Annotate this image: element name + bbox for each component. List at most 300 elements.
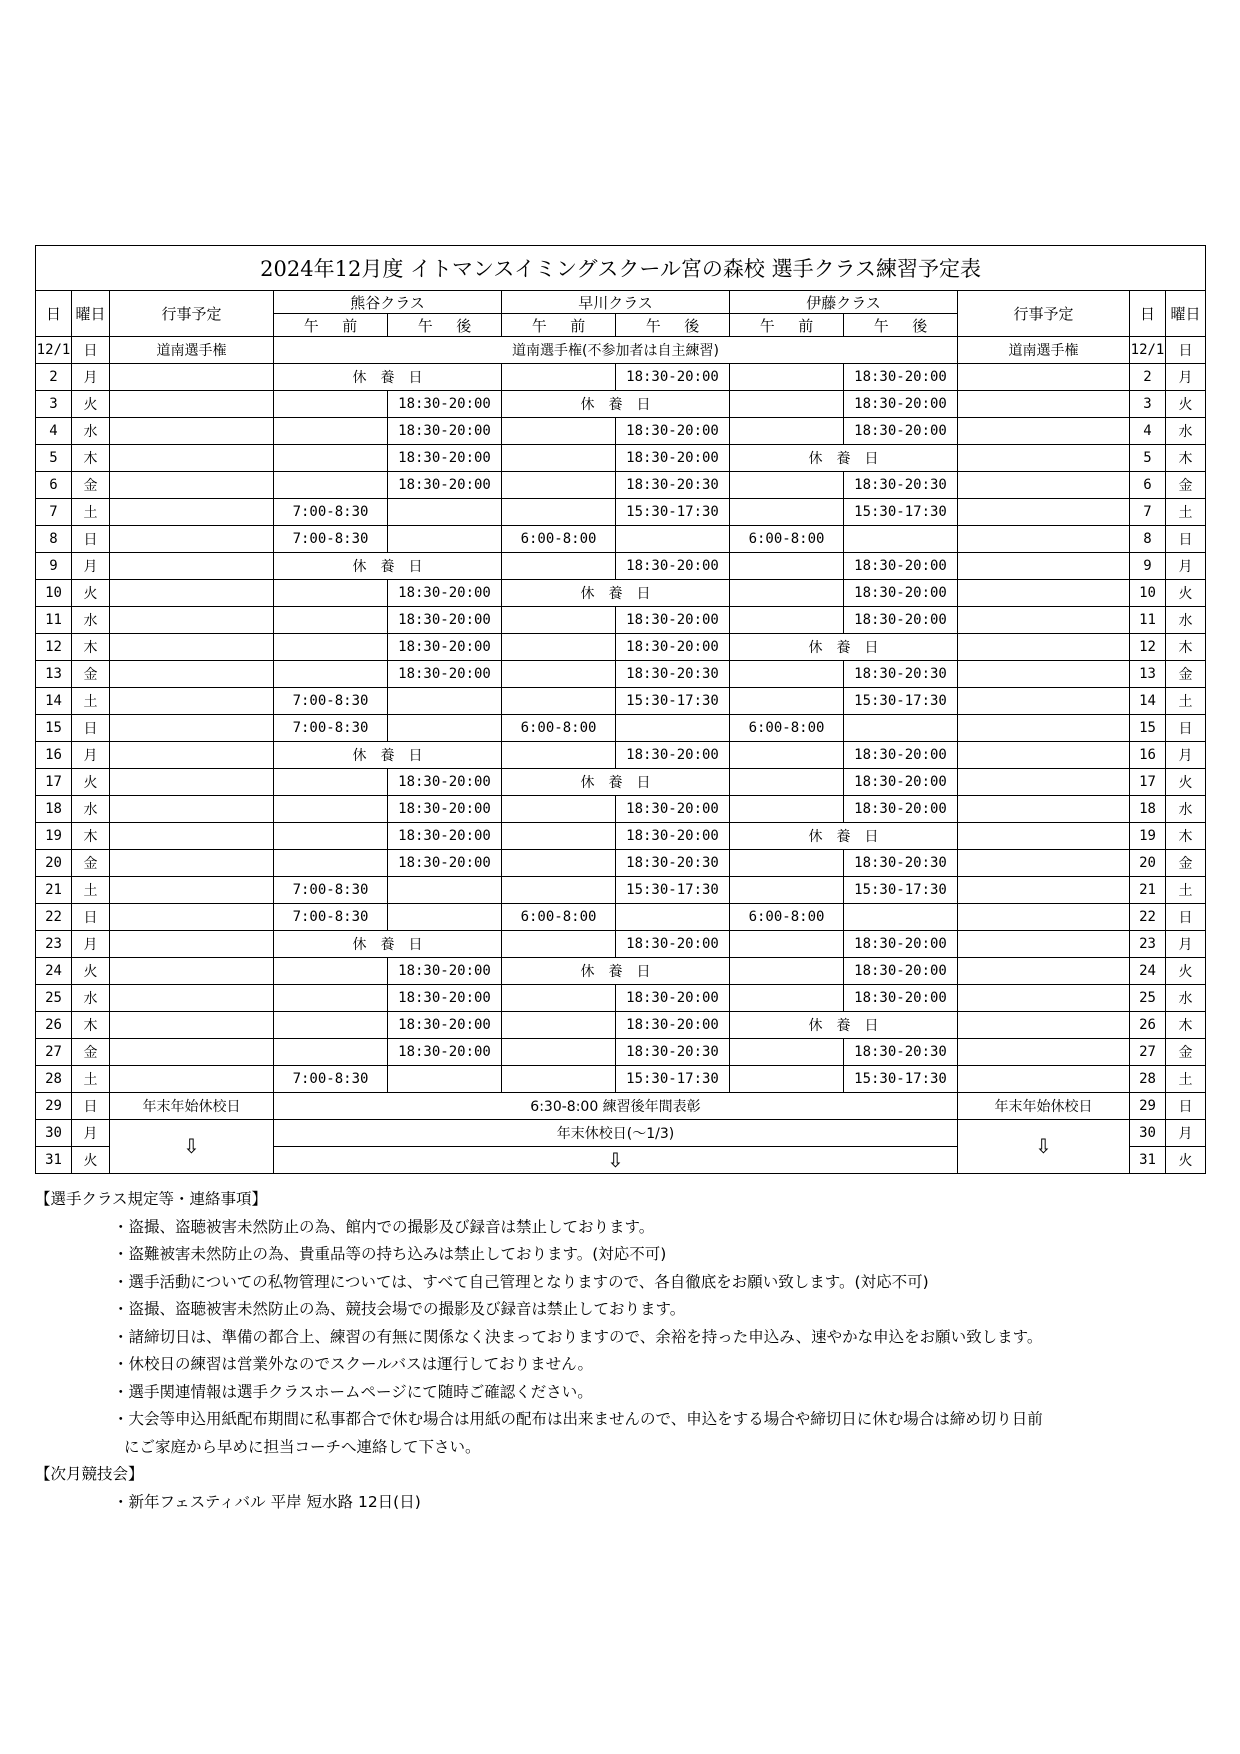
next-meet-list	[35, 1489, 1205, 1517]
time-cell: 18:30-20:00	[388, 769, 502, 796]
time-cell	[388, 1066, 502, 1093]
event-cell	[958, 607, 1130, 634]
next-meet-item: ・新年フェスティバル 平岸 短水路 12日(日)	[113, 1492, 421, 1511]
rest-day-cell: 休 養 日	[274, 364, 502, 391]
time-cell	[502, 931, 616, 958]
time-cell: 18:30-20:00	[844, 958, 958, 985]
weekday-cell: 火	[1166, 391, 1206, 418]
time-cell: 7:00-8:30	[274, 499, 388, 526]
time-cell: 15:30-17:30	[616, 499, 730, 526]
time-cell	[502, 742, 616, 769]
time-cell	[274, 796, 388, 823]
weekday-cell: 金	[1166, 850, 1206, 877]
day-cell: 20	[36, 850, 72, 877]
event-cell	[110, 580, 274, 607]
time-cell: 7:00-8:30	[274, 688, 388, 715]
time-cell: 18:30-20:00	[844, 418, 958, 445]
event-cell	[958, 823, 1130, 850]
time-cell: 15:30-17:30	[844, 1066, 958, 1093]
day-cell: 31	[36, 1147, 72, 1174]
time-cell: 18:30-20:30	[844, 1039, 958, 1066]
day-cell: 17	[1130, 769, 1166, 796]
day-cell: 22	[36, 904, 72, 931]
weekday-cell: 木	[1166, 634, 1206, 661]
event-cell	[958, 931, 1130, 958]
table-row	[36, 904, 1206, 931]
weekday-cell: 木	[1166, 445, 1206, 472]
time-cell	[388, 526, 502, 553]
weekday-cell: 水	[72, 607, 110, 634]
pm-header: 午 後	[388, 314, 502, 337]
time-cell	[730, 958, 844, 985]
table-row	[36, 1039, 1206, 1066]
time-cell	[274, 445, 388, 472]
time-cell	[388, 715, 502, 742]
day-cell: 31	[1130, 1147, 1166, 1174]
event-cell	[958, 1012, 1130, 1039]
rule-item: ・盗難被害未然防止の為、貴重品等の持ち込みは禁止しております。(対応不可)	[113, 1245, 667, 1263]
down-arrow-icon: ⇩	[274, 1147, 958, 1174]
time-cell	[502, 499, 616, 526]
day-cell: 21	[1130, 877, 1166, 904]
event-cell	[958, 715, 1130, 742]
event-header-left: 行事予定	[110, 291, 274, 337]
day-cell: 18	[1130, 796, 1166, 823]
time-cell	[730, 391, 844, 418]
table-row	[36, 796, 1206, 823]
time-cell: 18:30-20:00	[844, 607, 958, 634]
time-cell	[274, 607, 388, 634]
event-cell	[958, 553, 1130, 580]
table-row	[36, 472, 1206, 499]
event-cell	[958, 661, 1130, 688]
table-row	[36, 742, 1206, 769]
day-cell: 25	[36, 985, 72, 1012]
event-cell	[110, 877, 274, 904]
day-cell: 6	[1130, 472, 1166, 499]
event-header-right: 行事予定	[958, 291, 1130, 337]
time-cell: 18:30-20:30	[616, 661, 730, 688]
time-cell	[388, 904, 502, 931]
event-cell	[110, 958, 274, 985]
event-cell	[958, 796, 1130, 823]
day-cell: 6	[36, 472, 72, 499]
day-cell: 29	[36, 1093, 72, 1120]
day-cell: 3	[1130, 391, 1166, 418]
time-cell	[274, 1012, 388, 1039]
rest-day-cell: 休 養 日	[730, 634, 958, 661]
weekday-cell: 火	[72, 1147, 110, 1174]
table-row	[36, 850, 1206, 877]
rule-item: ・選手関連情報は選手クラスホームページにて随時ご確認ください。	[113, 1382, 593, 1401]
event-cell	[110, 796, 274, 823]
weekday-cell: 金	[1166, 472, 1206, 499]
time-cell: 15:30-17:30	[844, 499, 958, 526]
event-cell	[110, 904, 274, 931]
time-cell	[388, 877, 502, 904]
event-cell	[958, 364, 1130, 391]
class-header-kumagai: 熊谷クラス	[274, 291, 502, 314]
time-cell: 18:30-20:00	[844, 553, 958, 580]
am-header: 午 前	[730, 314, 844, 337]
day-cell: 12	[1130, 634, 1166, 661]
event-cell	[110, 364, 274, 391]
table-row	[36, 1066, 1206, 1093]
weekday-cell: 月	[72, 742, 110, 769]
time-cell	[274, 1039, 388, 1066]
span-cell: 年末休校日(～1/3)	[274, 1120, 958, 1147]
day-cell: 9	[36, 553, 72, 580]
day-cell: 7	[1130, 499, 1166, 526]
schedule-table	[35, 245, 1206, 1174]
time-cell	[274, 634, 388, 661]
event-cell	[110, 526, 274, 553]
time-cell: 7:00-8:30	[274, 1066, 388, 1093]
event-cell	[110, 553, 274, 580]
weekday-cell: 金	[72, 1039, 110, 1066]
span-cell: 6:30-8:00 練習後年間表彰	[274, 1093, 958, 1120]
table-row	[36, 958, 1206, 985]
weekday-cell: 日	[72, 904, 110, 931]
time-cell: 18:30-20:00	[388, 391, 502, 418]
weekday-cell: 火	[72, 958, 110, 985]
time-cell: 6:00-8:00	[730, 526, 844, 553]
time-cell	[730, 472, 844, 499]
day-cell: 28	[36, 1066, 72, 1093]
day-cell: 26	[36, 1012, 72, 1039]
weekday-cell: 金	[72, 472, 110, 499]
table-row	[36, 877, 1206, 904]
time-cell: 15:30-17:30	[616, 877, 730, 904]
time-cell: 18:30-20:00	[388, 823, 502, 850]
day-cell: 14	[1130, 688, 1166, 715]
time-cell	[502, 688, 616, 715]
weekday-cell: 月	[1166, 931, 1206, 958]
time-cell	[274, 418, 388, 445]
time-cell	[844, 526, 958, 553]
day-cell: 30	[36, 1120, 72, 1147]
day-cell: 16	[36, 742, 72, 769]
time-cell	[502, 1012, 616, 1039]
time-cell: 18:30-20:00	[616, 418, 730, 445]
time-cell	[730, 796, 844, 823]
table-row	[36, 364, 1206, 391]
day-cell: 4	[1130, 418, 1166, 445]
day-cell: 25	[1130, 985, 1166, 1012]
event-cell	[958, 526, 1130, 553]
time-cell: 18:30-20:00	[388, 634, 502, 661]
time-cell: 6:00-8:00	[502, 526, 616, 553]
time-cell: 7:00-8:30	[274, 904, 388, 931]
weekday-cell: 水	[72, 418, 110, 445]
weekday-cell: 月	[1166, 742, 1206, 769]
day-cell: 7	[36, 499, 72, 526]
time-cell: 18:30-20:00	[616, 742, 730, 769]
time-cell	[730, 364, 844, 391]
time-cell	[730, 499, 844, 526]
time-cell: 18:30-20:00	[616, 796, 730, 823]
rest-day-cell: 休 養 日	[274, 931, 502, 958]
time-cell: 18:30-20:00	[844, 931, 958, 958]
day-cell: 5	[1130, 445, 1166, 472]
table-row	[36, 391, 1206, 418]
time-cell	[274, 580, 388, 607]
time-cell: 18:30-20:00	[388, 418, 502, 445]
weekday-cell: 水	[72, 985, 110, 1012]
weekday-cell: 火	[72, 580, 110, 607]
time-cell: 15:30-17:30	[616, 688, 730, 715]
weekday-cell: 金	[72, 661, 110, 688]
event-cell	[110, 472, 274, 499]
time-cell: 18:30-20:00	[388, 1012, 502, 1039]
rule-item: ・諸締切日は、準備の都合上、練習の有無に関係なく決まっておりますので、余裕を持った申込み、速やかな申込をお願い致します。	[113, 1327, 1043, 1346]
day-cell: 11	[1130, 607, 1166, 634]
weekday-cell: 月	[72, 553, 110, 580]
time-cell: 18:30-20:00	[616, 823, 730, 850]
table-row	[36, 1012, 1206, 1039]
weekday-cell: 木	[1166, 1012, 1206, 1039]
day-cell: 10	[1130, 580, 1166, 607]
event-cell	[958, 958, 1130, 985]
time-cell: 18:30-20:00	[616, 607, 730, 634]
weekday-cell: 金	[1166, 1039, 1206, 1066]
day-cell: 12/1	[36, 337, 72, 364]
table-row	[36, 715, 1206, 742]
day-cell: 13	[36, 661, 72, 688]
time-cell: 18:30-20:00	[616, 445, 730, 472]
time-cell	[274, 958, 388, 985]
table-row	[36, 526, 1206, 553]
day-cell: 29	[1130, 1093, 1166, 1120]
event-cell	[110, 391, 274, 418]
time-cell: 6:00-8:00	[730, 715, 844, 742]
weekday-cell: 水	[1166, 418, 1206, 445]
weekday-cell: 土	[72, 877, 110, 904]
table-row	[36, 337, 1206, 364]
rest-day-cell: 休 養 日	[502, 769, 730, 796]
time-cell	[730, 931, 844, 958]
time-cell	[502, 850, 616, 877]
weekday-cell: 木	[72, 823, 110, 850]
day-cell: 15	[36, 715, 72, 742]
time-cell	[388, 499, 502, 526]
weekday-cell: 土	[1166, 688, 1206, 715]
time-cell	[388, 688, 502, 715]
time-cell	[502, 364, 616, 391]
rule-item: ・盗撮、盗聴被害未然防止の為、館内での撮影及び録音は禁止しております。	[113, 1217, 655, 1236]
weekday-cell: 水	[1166, 796, 1206, 823]
event-cell: 道南選手権	[110, 337, 274, 364]
time-cell	[502, 985, 616, 1012]
day-cell: 4	[36, 418, 72, 445]
day-cell: 11	[36, 607, 72, 634]
day-cell: 20	[1130, 850, 1166, 877]
time-cell: 18:30-20:00	[388, 850, 502, 877]
time-cell: 18:30-20:00	[616, 931, 730, 958]
time-cell	[730, 1039, 844, 1066]
weekday-cell: 日	[1166, 1093, 1206, 1120]
time-cell	[502, 445, 616, 472]
day-cell: 13	[1130, 661, 1166, 688]
event-cell	[110, 931, 274, 958]
day-cell: 2	[1130, 364, 1166, 391]
day-cell: 9	[1130, 553, 1166, 580]
event-cell	[958, 850, 1130, 877]
day-cell: 14	[36, 688, 72, 715]
schedule-body	[36, 337, 1206, 1093]
table-row	[36, 553, 1206, 580]
day-cell: 23	[1130, 931, 1166, 958]
weekday-cell: 火	[1166, 1147, 1206, 1174]
event-cell	[110, 1039, 274, 1066]
weekday-cell: 日	[72, 715, 110, 742]
time-cell	[730, 418, 844, 445]
weekday-cell: 水	[72, 796, 110, 823]
time-cell	[730, 877, 844, 904]
time-cell: 15:30-17:30	[844, 688, 958, 715]
day-cell: 27	[1130, 1039, 1166, 1066]
day-header-left: 日	[36, 291, 72, 337]
weekday-cell: 土	[1166, 877, 1206, 904]
am-header: 午 前	[502, 314, 616, 337]
event-cell	[958, 580, 1130, 607]
event-cell	[110, 823, 274, 850]
time-cell: 18:30-20:00	[616, 985, 730, 1012]
day-cell: 27	[36, 1039, 72, 1066]
day-cell: 12	[36, 634, 72, 661]
time-cell: 18:30-20:30	[844, 472, 958, 499]
weekday-cell: 月	[1166, 553, 1206, 580]
time-cell: 18:30-20:00	[616, 364, 730, 391]
weekday-cell: 日	[72, 337, 110, 364]
time-cell	[274, 661, 388, 688]
table-row	[36, 769, 1206, 796]
class-header-ito: 伊藤クラス	[730, 291, 958, 314]
table-row	[36, 499, 1206, 526]
time-cell	[844, 904, 958, 931]
time-cell	[730, 769, 844, 796]
table-row	[36, 1120, 1206, 1147]
weekday-cell: 金	[72, 850, 110, 877]
event-cell: 道南選手権	[958, 337, 1130, 364]
weekday-cell: 日	[1166, 904, 1206, 931]
rules-list	[35, 1214, 1205, 1434]
time-cell: 18:30-20:00	[388, 1039, 502, 1066]
class-header-hayakawa: 早川クラス	[502, 291, 730, 314]
time-cell: 18:30-20:00	[844, 391, 958, 418]
time-cell: 18:30-20:00	[388, 445, 502, 472]
time-cell	[502, 823, 616, 850]
time-cell: 18:30-20:00	[616, 1012, 730, 1039]
time-cell: 18:30-20:00	[844, 769, 958, 796]
time-cell	[502, 553, 616, 580]
rest-day-cell: 休 養 日	[274, 553, 502, 580]
time-cell	[730, 607, 844, 634]
schedule-tail	[36, 1093, 1206, 1174]
time-cell: 6:00-8:00	[502, 904, 616, 931]
table-row	[36, 607, 1206, 634]
time-cell: 18:30-20:00	[388, 607, 502, 634]
weekday-cell: 水	[1166, 985, 1206, 1012]
day-cell: 19	[1130, 823, 1166, 850]
event-cell	[110, 688, 274, 715]
time-cell: 18:30-20:30	[616, 850, 730, 877]
time-cell	[502, 661, 616, 688]
weekday-cell: 土	[1166, 499, 1206, 526]
schedule-sheet	[35, 245, 1205, 1174]
rest-day-cell: 休 養 日	[730, 823, 958, 850]
day-cell: 12/1	[1130, 337, 1166, 364]
table-row	[36, 823, 1206, 850]
day-cell: 23	[36, 931, 72, 958]
event-cell: 年末年始休校日	[110, 1093, 274, 1120]
time-cell: 18:30-20:00	[388, 958, 502, 985]
time-cell: 18:30-20:00	[844, 796, 958, 823]
table-row	[36, 1093, 1206, 1120]
header-row-1	[36, 291, 1206, 314]
time-cell: 18:30-20:30	[844, 661, 958, 688]
weekday-cell: 火	[72, 769, 110, 796]
time-cell	[502, 607, 616, 634]
time-cell	[616, 526, 730, 553]
rule-item: ・盗撮、盗聴被害未然防止の為、競技会場での撮影及び録音は禁止しております。	[113, 1300, 686, 1318]
time-cell: 7:00-8:30	[274, 715, 388, 742]
time-cell	[730, 580, 844, 607]
event-cell	[958, 499, 1130, 526]
time-cell	[274, 985, 388, 1012]
span-cell: 道南選手権(不参加者は自主練習)	[274, 337, 958, 364]
day-cell: 5	[36, 445, 72, 472]
time-cell: 18:30-20:00	[616, 553, 730, 580]
table-row	[36, 688, 1206, 715]
time-cell	[502, 877, 616, 904]
next-meet-heading: 【次月競技会】	[35, 1465, 144, 1483]
table-row	[36, 445, 1206, 472]
rules-heading: 【選手クラス規定等・連絡事項】	[35, 1190, 268, 1208]
day-header-right: 日	[1130, 291, 1166, 337]
event-cell	[958, 904, 1130, 931]
event-cell	[110, 769, 274, 796]
time-cell: 18:30-20:30	[616, 1039, 730, 1066]
table-row	[36, 580, 1206, 607]
time-cell: 18:30-20:30	[844, 850, 958, 877]
day-cell: 22	[1130, 904, 1166, 931]
table-row	[36, 661, 1206, 688]
event-cell	[958, 445, 1130, 472]
time-cell	[502, 472, 616, 499]
page-title: 2024年12月度 イトマンスイミングスクール宮の森校 選手クラス練習予定表	[36, 246, 1206, 291]
time-cell	[616, 904, 730, 931]
time-cell	[730, 742, 844, 769]
table-row	[36, 931, 1206, 958]
rest-day-cell: 休 養 日	[730, 1012, 958, 1039]
time-cell	[730, 985, 844, 1012]
weekday-cell: 月	[72, 1120, 110, 1147]
day-cell: 19	[36, 823, 72, 850]
time-cell: 15:30-17:30	[844, 877, 958, 904]
event-cell	[110, 499, 274, 526]
day-cell: 26	[1130, 1012, 1166, 1039]
rest-day-cell: 休 養 日	[730, 445, 958, 472]
weekday-cell: 金	[1166, 661, 1206, 688]
rest-day-cell: 休 養 日	[502, 580, 730, 607]
weekday-header-right: 曜日	[1166, 291, 1206, 337]
time-cell: 18:30-20:00	[388, 796, 502, 823]
time-cell	[730, 661, 844, 688]
time-cell	[844, 715, 958, 742]
event-cell	[110, 715, 274, 742]
time-cell	[730, 553, 844, 580]
